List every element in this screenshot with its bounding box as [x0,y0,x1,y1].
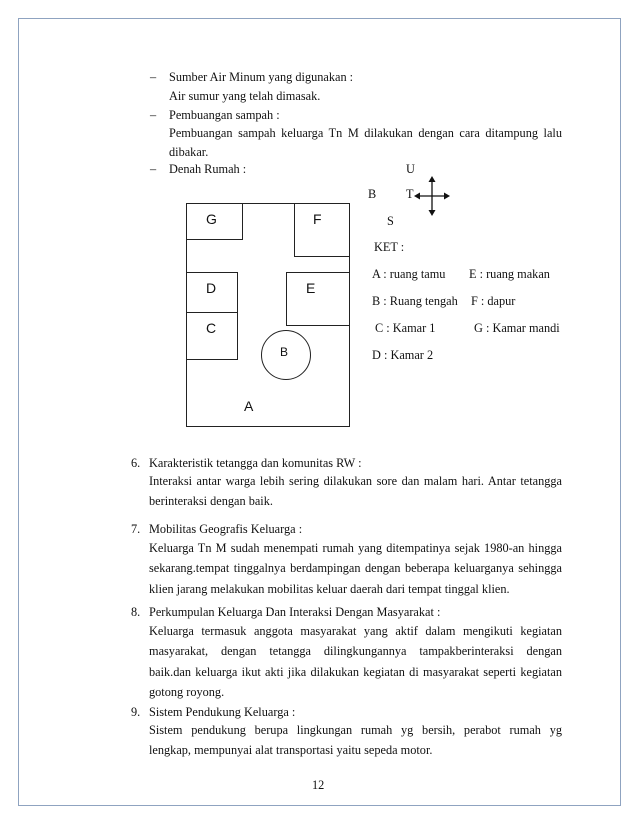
legend-item-d: D : Kamar 2 [372,348,434,362]
body-line: Interaksi antar warga lebih sering dilakukan sore dan malam hari. Antar tetangga [149,474,562,488]
compass-arrows-icon [414,176,450,216]
legend-item-g: G : Kamar mandi [474,321,560,335]
room-label-b: B [280,345,289,359]
section-body [149,621,562,703]
bullet-text-waste-line1: Pembuangan sampah keluarga Tn M dilakukan dengan cara ditampung lalu [169,126,562,140]
room-label-e: E [306,280,316,296]
section-title: Sistem Pendukung Keluarga : [149,705,296,719]
section-number: 7. [131,522,141,536]
bullet-title-water: Sumber Air Minum yang digunakan : [169,70,354,84]
section-title: Karakteristik tetangga dan komunitas RW : [149,456,362,470]
section-title: Mobilitas Geografis Keluarga : [149,522,303,536]
body-line: Sistem pendukung berupa lingkungan rumah yg bersih, perabot rumah yg [149,723,562,737]
room-e [286,272,350,326]
body-line: berinteraksi dengan baik. [149,494,273,509]
bullet-text-water: Air sumur yang telah dimasak. [169,89,321,103]
legend-item-e: E : ruang makan [469,267,550,281]
room-label-g: G [206,211,217,227]
bullet-dash: – [150,70,157,84]
room-label-d: D [206,280,217,296]
legend-title: KET : [374,240,405,254]
section-body [149,720,562,761]
bullet-title-floorplan: Denah Rumah : [169,162,247,176]
compass-south: S [387,214,394,228]
bullet-text-waste-line2: dibakar. [169,145,209,159]
room-label-f: F [313,211,322,227]
body-line: klien jarang melakukan mobilitas keluar daerah dari tempat tinggal klien. [149,581,510,596]
compass-north: U [406,162,415,176]
section-number: 8. [131,605,141,619]
body-line: gotong royong. [149,685,225,700]
section-body [149,471,562,512]
room-label-a: A [244,398,254,414]
page-number: 12 [312,778,325,792]
body-line: Keluarga Tn M sudah menempati rumah yang ditempatinya sejak 1980-an hingga [149,541,562,555]
compass-west: B [368,187,377,201]
legend-item-c: C : Kamar 1 [375,321,436,335]
section-body [149,538,562,599]
body-line: baik.dan keluarga ikut akti jika dilakukan kegiatan di masyarakat seperti kegiatan [149,664,562,679]
room-label-c: C [206,320,217,336]
compass-east: T [406,187,414,201]
bullet-dash: – [150,162,157,176]
legend-item-a: A : ruang tamu [372,267,446,281]
body-line: masyarakat, dengan tetangga dilingkungannya tampakberinteraksi dengan [149,644,562,659]
body-line: Keluarga termasuk anggota masyarakat yang aktif dalam mengikuti kegiatan [149,624,562,638]
section-number: 6. [131,456,141,470]
legend-item-b: B : Ruang tengah [372,294,458,308]
section-title: Perkumpulan Keluarga Dan Interaksi Dengan Masyarakat : [149,605,441,619]
room-f [294,203,350,257]
body-line: sekarang.tempat tinggalnya berdampingan dengan beberapa keluarganya sehingga [149,561,562,576]
legend-item-f: F : dapur [471,294,516,308]
section-number: 9. [131,705,141,719]
bullet-title-waste: Pembuangan sampah : [169,108,280,122]
body-line: lengkap, mempunyai alat transportasi yaitu sepeda motor. [149,743,433,758]
bullet-dash: – [150,108,157,122]
